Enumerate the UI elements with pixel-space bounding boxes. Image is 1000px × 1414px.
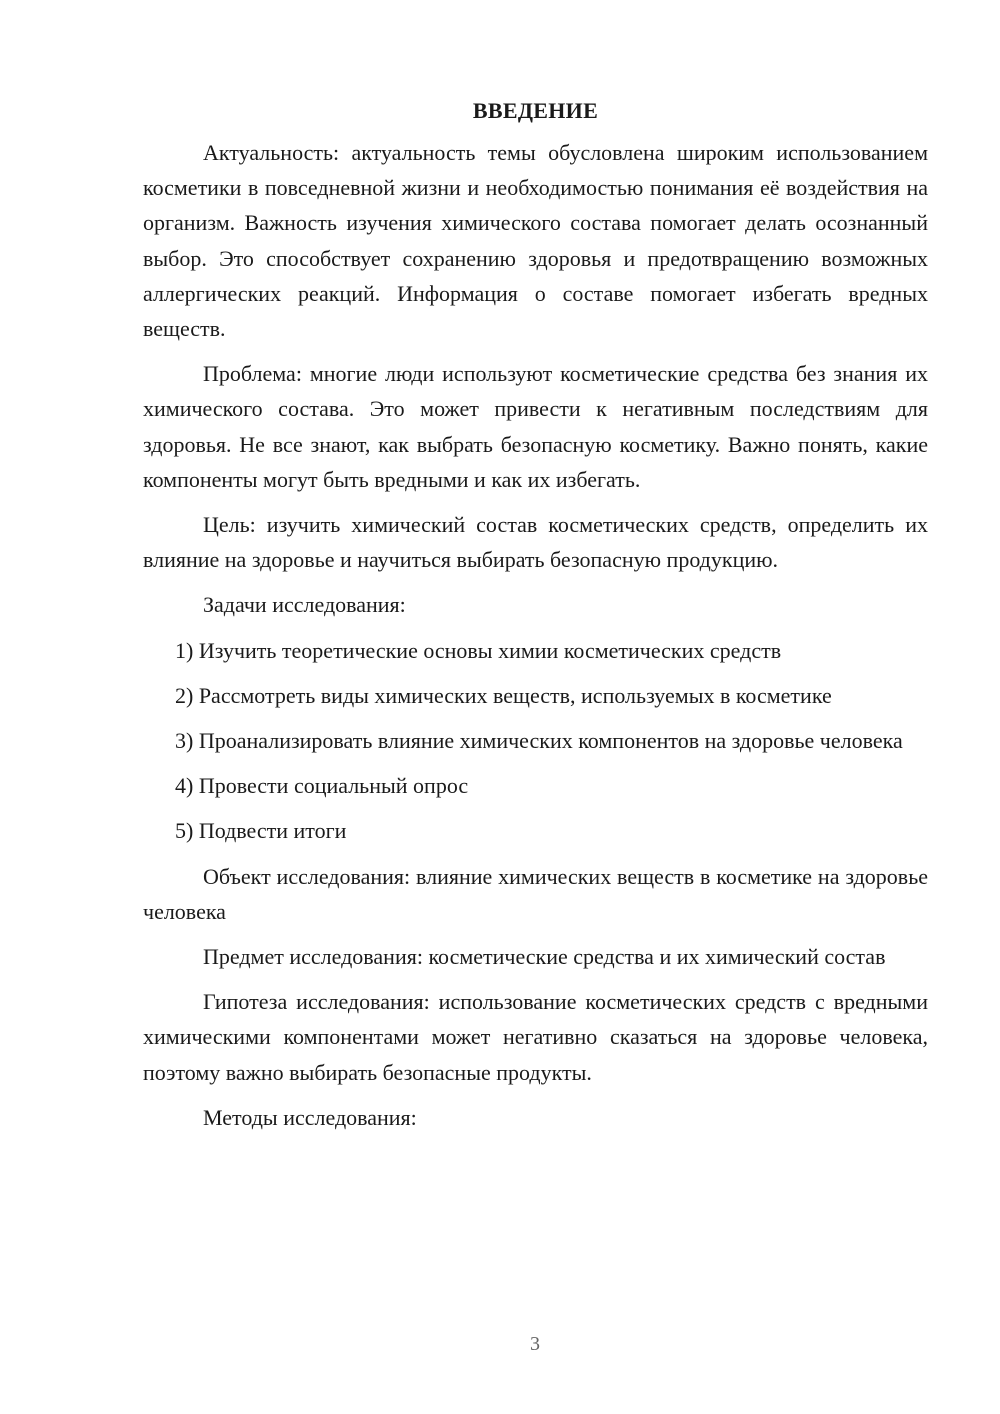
goal-paragraph: Цель: изучить химический состав косметических средств, определить их влияние на здоровье и научиться выбирать безопасную продукцию.: [143, 512, 928, 573]
task-item: 3) Проанализировать влияние химических компонентов на здоровье человека: [175, 728, 903, 754]
task-item: 2) Рассмотреть виды химических веществ, используемых в косметике: [175, 682, 832, 708]
task-item: 1) Изучить теоретические основы химии косметических средств: [175, 637, 782, 663]
tasks-heading: Задачи исследования:: [203, 592, 406, 618]
methods-heading: Методы исследования:: [203, 1104, 417, 1130]
hypothesis-paragraph: Гипотеза исследования: использование косметических средств с вредными химическими компонентами может негативно сказаться на здоровье человека, поэтому важно выбирать безопасные продукты.: [143, 989, 928, 1085]
relevance-paragraph: Актуальность: актуальность темы обусловлена широким использованием косметики в повседневной жизни и необходимостью понимания её воздействия на организм. Важность изучения химического состава помогает делать осознанный выбор. Это способствует сохранению здоровья и предотвращению возможных аллергических реакций. Информация о составе помогает избегать вредных веществ.: [143, 140, 928, 342]
section-title: ВВЕДЕНИЕ: [472, 98, 599, 123]
subject-paragraph: Предмет исследования: косметические средства и их химический состав: [203, 944, 886, 970]
task-item: 4) Провести социальный опрос: [175, 773, 469, 799]
document-page: [143, 93, 928, 1135]
object-paragraph: Объект исследования: влияние химических веществ в косметике на здоровье человека: [143, 863, 928, 924]
problem-paragraph: Проблема: многие люди используют косметические средства без знания их химического состава. Это может привести к негативным последствиям для здоровья. Не все знают, как выбрать безопасную косметику. Важно понять, какие компоненты могут быть вредными и как их избегать.: [143, 361, 928, 492]
task-item: 5) Подвести итоги: [175, 818, 347, 844]
page-number: 3: [530, 1333, 540, 1355]
